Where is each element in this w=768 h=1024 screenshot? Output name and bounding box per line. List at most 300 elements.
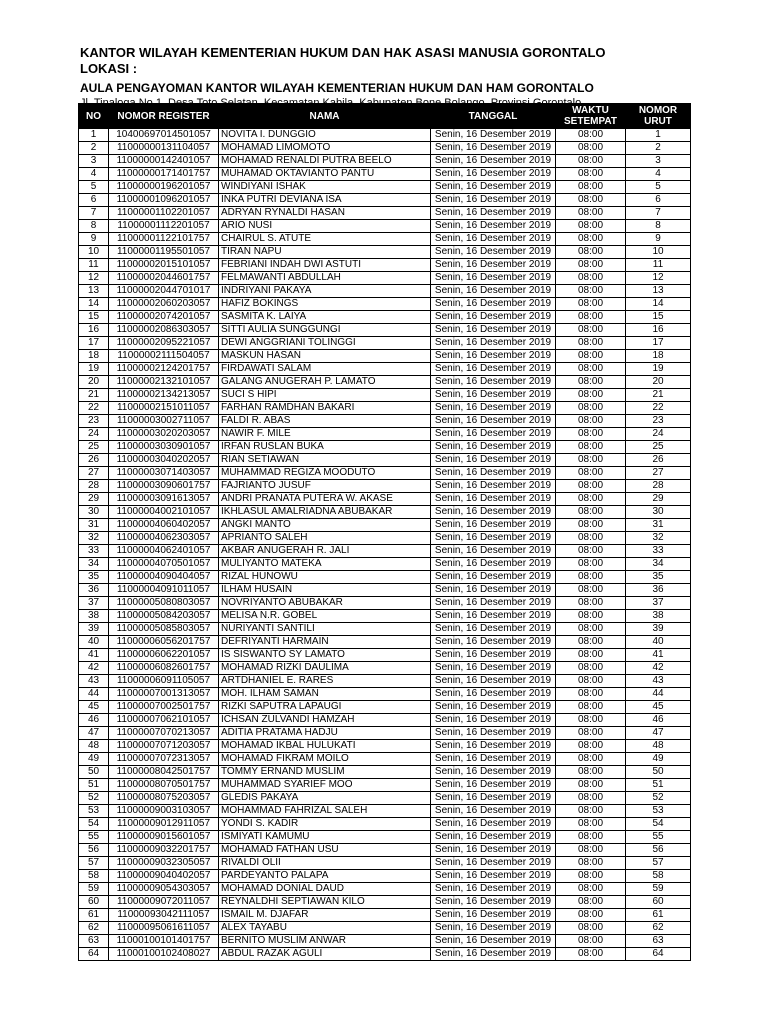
cell-register: 11000002111504057 [109, 350, 219, 363]
table-row [79, 285, 691, 298]
cell-register: 11000008042501757 [109, 766, 219, 779]
cell-tanggal: Senin, 16 Desember 2019 [431, 532, 556, 545]
document-header [80, 45, 690, 110]
cell-tanggal: Senin, 16 Desember 2019 [431, 701, 556, 714]
cell-urut: 64 [626, 948, 691, 961]
cell-nama: REYNALDHI SEPTIAWAN KILO [219, 896, 431, 909]
cell-nama: IKHLASUL AMALRIADNA ABUBAKAR [219, 506, 431, 519]
cell-nama: ANDRI PRANATA PUTERA W. AKASE [219, 493, 431, 506]
cell-tanggal: Senin, 16 Desember 2019 [431, 220, 556, 233]
cell-waktu: 08:00 [556, 805, 626, 818]
cell-tanggal: Senin, 16 Desember 2019 [431, 337, 556, 350]
cell-no: 7 [79, 207, 109, 220]
cell-register: 11000003030901057 [109, 441, 219, 454]
cell-waktu: 08:00 [556, 779, 626, 792]
cell-register: 11000003091613057 [109, 493, 219, 506]
cell-register: 11000005084203057 [109, 610, 219, 623]
cell-register: 11000002044601757 [109, 272, 219, 285]
cell-no: 5 [79, 181, 109, 194]
cell-waktu: 08:00 [556, 740, 626, 753]
cell-register: 11000004062401057 [109, 545, 219, 558]
cell-nama: FELMAWANTI ABDULLAH [219, 272, 431, 285]
cell-tanggal: Senin, 16 Desember 2019 [431, 181, 556, 194]
table-row [79, 818, 691, 831]
cell-tanggal: Senin, 16 Desember 2019 [431, 402, 556, 415]
cell-urut: 39 [626, 623, 691, 636]
cell-register: 11000005085803057 [109, 623, 219, 636]
cell-tanggal: Senin, 16 Desember 2019 [431, 922, 556, 935]
cell-nama: RIAN SETIAWAN [219, 454, 431, 467]
venue-title: AULA PENGAYOMAN KANTOR WILAYAH KEMENTERIAN HUKUM DAN HAM GORONTALO [80, 81, 594, 95]
cell-nama: ISMIYATI KAMUMU [219, 831, 431, 844]
cell-waktu: 08:00 [556, 519, 626, 532]
cell-urut: 42 [626, 662, 691, 675]
cell-tanggal: Senin, 16 Desember 2019 [431, 168, 556, 181]
table-row [79, 363, 691, 376]
cell-register: 11000009032305057 [109, 857, 219, 870]
cell-waktu: 08:00 [556, 857, 626, 870]
cell-waktu: 08:00 [556, 896, 626, 909]
table-row [79, 454, 691, 467]
cell-urut: 7 [626, 207, 691, 220]
cell-register: 11000100102408027 [109, 948, 219, 961]
cell-waktu: 08:00 [556, 584, 626, 597]
cell-urut: 14 [626, 298, 691, 311]
cell-tanggal: Senin, 16 Desember 2019 [431, 714, 556, 727]
table-row [79, 779, 691, 792]
cell-no: 63 [79, 935, 109, 948]
table-row [79, 753, 691, 766]
cell-no: 19 [79, 363, 109, 376]
cell-tanggal: Senin, 16 Desember 2019 [431, 727, 556, 740]
table-row [79, 545, 691, 558]
cell-urut: 19 [626, 363, 691, 376]
table-row [79, 675, 691, 688]
cell-register: 10400697014501057 [109, 129, 219, 142]
cell-nama: DEWI ANGGRIANI TOLINGGI [219, 337, 431, 350]
cell-no: 34 [79, 558, 109, 571]
table-body [79, 129, 691, 961]
cell-no: 36 [79, 584, 109, 597]
cell-urut: 11 [626, 259, 691, 272]
cell-register: 11000001112201057 [109, 220, 219, 233]
cell-nama: INKA PUTRI DEVIANA ISA [219, 194, 431, 207]
table-row [79, 428, 691, 441]
table-row [79, 922, 691, 935]
cell-nama: MASKUN HASAN [219, 350, 431, 363]
cell-no: 37 [79, 597, 109, 610]
table-row [79, 610, 691, 623]
cell-no: 54 [79, 818, 109, 831]
table-row [79, 558, 691, 571]
cell-urut: 10 [626, 246, 691, 259]
office-title: KANTOR WILAYAH KEMENTERIAN HUKUM DAN HAK ASASI MANUSIA GORONTALO [80, 45, 606, 60]
cell-waktu: 08:00 [556, 701, 626, 714]
cell-register: 11000002124201757 [109, 363, 219, 376]
cell-urut: 17 [626, 337, 691, 350]
table-row [79, 623, 691, 636]
cell-nama: SITTI AULIA SUNGGUNGI [219, 324, 431, 337]
cell-tanggal: Senin, 16 Desember 2019 [431, 948, 556, 961]
cell-register: 11000004002101057 [109, 506, 219, 519]
cell-waktu: 08:00 [556, 727, 626, 740]
cell-urut: 9 [626, 233, 691, 246]
cell-register: 11000000131104057 [109, 142, 219, 155]
cell-waktu: 08:00 [556, 272, 626, 285]
cell-urut: 50 [626, 766, 691, 779]
cell-waktu: 08:00 [556, 883, 626, 896]
table-row [79, 792, 691, 805]
cell-tanggal: Senin, 16 Desember 2019 [431, 311, 556, 324]
cell-no: 51 [79, 779, 109, 792]
cell-no: 60 [79, 896, 109, 909]
cell-no: 29 [79, 493, 109, 506]
cell-urut: 12 [626, 272, 691, 285]
table-row [79, 272, 691, 285]
cell-no: 56 [79, 844, 109, 857]
table-row [79, 246, 691, 259]
cell-urut: 53 [626, 805, 691, 818]
cell-register: 11000002095221057 [109, 337, 219, 350]
cell-no: 59 [79, 883, 109, 896]
cell-register: 11000100101401757 [109, 935, 219, 948]
table-row [79, 883, 691, 896]
cell-register: 11000002015101057 [109, 259, 219, 272]
cell-waktu: 08:00 [556, 259, 626, 272]
cell-tanggal: Senin, 16 Desember 2019 [431, 831, 556, 844]
table-row [79, 155, 691, 168]
table-row [79, 870, 691, 883]
table-row [79, 129, 691, 142]
cell-waktu: 08:00 [556, 532, 626, 545]
cell-waktu: 08:00 [556, 454, 626, 467]
cell-register: 11000001096201057 [109, 194, 219, 207]
cell-tanggal: Senin, 16 Desember 2019 [431, 779, 556, 792]
cell-tanggal: Senin, 16 Desember 2019 [431, 493, 556, 506]
cell-tanggal: Senin, 16 Desember 2019 [431, 584, 556, 597]
column-header-nama: NAMA [219, 104, 431, 129]
column-header-urut: NOMOR URUT [626, 104, 691, 129]
cell-no: 52 [79, 792, 109, 805]
cell-no: 45 [79, 701, 109, 714]
cell-no: 35 [79, 571, 109, 584]
cell-waktu: 08:00 [556, 753, 626, 766]
cell-register: 11000000171401757 [109, 168, 219, 181]
table-row [79, 181, 691, 194]
cell-register: 11000007001313057 [109, 688, 219, 701]
cell-no: 44 [79, 688, 109, 701]
cell-nama: MOHAMAD FIKRAM MOILO [219, 753, 431, 766]
cell-tanggal: Senin, 16 Desember 2019 [431, 129, 556, 142]
cell-tanggal: Senin, 16 Desember 2019 [431, 324, 556, 337]
cell-no: 2 [79, 142, 109, 155]
cell-urut: 56 [626, 844, 691, 857]
cell-urut: 37 [626, 597, 691, 610]
cell-no: 18 [79, 350, 109, 363]
cell-waktu: 08:00 [556, 922, 626, 935]
cell-register: 11000009012911057 [109, 818, 219, 831]
cell-no: 6 [79, 194, 109, 207]
cell-tanggal: Senin, 16 Desember 2019 [431, 207, 556, 220]
cell-no: 9 [79, 233, 109, 246]
cell-tanggal: Senin, 16 Desember 2019 [431, 142, 556, 155]
table-row [79, 480, 691, 493]
cell-urut: 2 [626, 142, 691, 155]
cell-register: 11000009054303057 [109, 883, 219, 896]
cell-tanggal: Senin, 16 Desember 2019 [431, 649, 556, 662]
cell-register: 11000003040202057 [109, 454, 219, 467]
table-row [79, 805, 691, 818]
cell-waktu: 08:00 [556, 415, 626, 428]
table-row [79, 324, 691, 337]
cell-no: 30 [79, 506, 109, 519]
cell-waktu: 08:00 [556, 597, 626, 610]
table-row [79, 519, 691, 532]
cell-waktu: 08:00 [556, 467, 626, 480]
cell-urut: 15 [626, 311, 691, 324]
cell-tanggal: Senin, 16 Desember 2019 [431, 415, 556, 428]
cell-urut: 5 [626, 181, 691, 194]
cell-nama: MUHAMMAD SYARIEF MOO [219, 779, 431, 792]
cell-no: 64 [79, 948, 109, 961]
cell-tanggal: Senin, 16 Desember 2019 [431, 467, 556, 480]
cell-tanggal: Senin, 16 Desember 2019 [431, 909, 556, 922]
cell-no: 58 [79, 870, 109, 883]
cell-tanggal: Senin, 16 Desember 2019 [431, 506, 556, 519]
cell-urut: 43 [626, 675, 691, 688]
table-row [79, 298, 691, 311]
cell-waktu: 08:00 [556, 350, 626, 363]
cell-urut: 32 [626, 532, 691, 545]
cell-nama: MOHAMAD RIZKI DAULIMA [219, 662, 431, 675]
cell-nama: DEFRIYANTI HARMAIN [219, 636, 431, 649]
cell-nama: PARDEYANTO PALAPA [219, 870, 431, 883]
cell-tanggal: Senin, 16 Desember 2019 [431, 480, 556, 493]
cell-waktu: 08:00 [556, 480, 626, 493]
cell-no: 8 [79, 220, 109, 233]
cell-register: 11000009032201757 [109, 844, 219, 857]
cell-register: 11000002151011057 [109, 402, 219, 415]
cell-register: 11000008075203057 [109, 792, 219, 805]
cell-register: 11000002060203057 [109, 298, 219, 311]
cell-urut: 46 [626, 714, 691, 727]
cell-waktu: 08:00 [556, 870, 626, 883]
table-row [79, 688, 691, 701]
cell-tanggal: Senin, 16 Desember 2019 [431, 233, 556, 246]
column-header-waktu: WAKTU SETEMPAT [556, 104, 626, 129]
cell-urut: 61 [626, 909, 691, 922]
cell-register: 11000006056201757 [109, 636, 219, 649]
cell-tanggal: Senin, 16 Desember 2019 [431, 766, 556, 779]
table-row [79, 194, 691, 207]
cell-no: 53 [79, 805, 109, 818]
cell-no: 4 [79, 168, 109, 181]
cell-tanggal: Senin, 16 Desember 2019 [431, 155, 556, 168]
cell-nama: MOHAMMAD FAHRIZAL SALEH [219, 805, 431, 818]
table-row [79, 467, 691, 480]
cell-urut: 35 [626, 571, 691, 584]
cell-nama: MULIYANTO MATEKA [219, 558, 431, 571]
cell-waktu: 08:00 [556, 220, 626, 233]
cell-waktu: 08:00 [556, 441, 626, 454]
cell-urut: 44 [626, 688, 691, 701]
cell-nama: RIZKI SAPUTRA LAPAUGI [219, 701, 431, 714]
cell-waktu: 08:00 [556, 948, 626, 961]
cell-urut: 48 [626, 740, 691, 753]
cell-urut: 54 [626, 818, 691, 831]
cell-nama: MOHAMAD FATHAN USU [219, 844, 431, 857]
cell-waktu: 08:00 [556, 207, 626, 220]
cell-register: 11000093042111057 [109, 909, 219, 922]
cell-no: 41 [79, 649, 109, 662]
cell-nama: FEBRIANI INDAH DWI ASTUTI [219, 259, 431, 272]
cell-waktu: 08:00 [556, 675, 626, 688]
cell-nama: FALDI R. ABAS [219, 415, 431, 428]
cell-register: 11000004070501057 [109, 558, 219, 571]
cell-urut: 26 [626, 454, 691, 467]
table-row [79, 909, 691, 922]
cell-tanggal: Senin, 16 Desember 2019 [431, 818, 556, 831]
cell-register: 11000003090601757 [109, 480, 219, 493]
cell-register: 11000004090404057 [109, 571, 219, 584]
cell-urut: 20 [626, 376, 691, 389]
cell-waktu: 08:00 [556, 376, 626, 389]
participant-table [78, 103, 691, 961]
cell-no: 13 [79, 285, 109, 298]
cell-waktu: 08:00 [556, 142, 626, 155]
table-row [79, 948, 691, 961]
cell-no: 1 [79, 129, 109, 142]
table-row [79, 714, 691, 727]
cell-register: 11000001102201057 [109, 207, 219, 220]
cell-nama: RIVALDI OLII [219, 857, 431, 870]
cell-no: 55 [79, 831, 109, 844]
table-row [79, 389, 691, 402]
cell-nama: MUHAMMAD REGIZA MOODUTO [219, 467, 431, 480]
cell-no: 61 [79, 909, 109, 922]
column-header-no: NO [79, 104, 109, 129]
cell-urut: 16 [626, 324, 691, 337]
cell-waktu: 08:00 [556, 324, 626, 337]
cell-urut: 51 [626, 779, 691, 792]
cell-tanggal: Senin, 16 Desember 2019 [431, 298, 556, 311]
cell-waktu: 08:00 [556, 558, 626, 571]
cell-urut: 36 [626, 584, 691, 597]
cell-tanggal: Senin, 16 Desember 2019 [431, 376, 556, 389]
cell-waktu: 08:00 [556, 155, 626, 168]
cell-register: 11000002044701017 [109, 285, 219, 298]
cell-register: 11000006082601757 [109, 662, 219, 675]
cell-waktu: 08:00 [556, 233, 626, 246]
table-row [79, 740, 691, 753]
cell-no: 49 [79, 753, 109, 766]
table-row [79, 701, 691, 714]
table-row [79, 766, 691, 779]
cell-urut: 28 [626, 480, 691, 493]
cell-nama: ICHSAN ZULVANDI HAMZAH [219, 714, 431, 727]
cell-no: 22 [79, 402, 109, 415]
cell-tanggal: Senin, 16 Desember 2019 [431, 285, 556, 298]
cell-urut: 49 [626, 753, 691, 766]
cell-urut: 33 [626, 545, 691, 558]
cell-waktu: 08:00 [556, 363, 626, 376]
cell-urut: 58 [626, 870, 691, 883]
table-row [79, 935, 691, 948]
cell-no: 10 [79, 246, 109, 259]
cell-urut: 3 [626, 155, 691, 168]
cell-urut: 34 [626, 558, 691, 571]
cell-no: 26 [79, 454, 109, 467]
cell-waktu: 08:00 [556, 714, 626, 727]
cell-tanggal: Senin, 16 Desember 2019 [431, 259, 556, 272]
cell-waktu: 08:00 [556, 831, 626, 844]
table-row [79, 506, 691, 519]
cell-nama: MUHAMAD OKTAVIANTO PANTU [219, 168, 431, 181]
cell-nama: GALANG ANUGERAH P. LAMATO [219, 376, 431, 389]
cell-urut: 29 [626, 493, 691, 506]
cell-nama: IRFAN RUSLAN BUKA [219, 441, 431, 454]
cell-waktu: 08:00 [556, 181, 626, 194]
cell-register: 11000002134213057 [109, 389, 219, 402]
cell-urut: 62 [626, 922, 691, 935]
table-row [79, 584, 691, 597]
cell-no: 50 [79, 766, 109, 779]
cell-urut: 45 [626, 701, 691, 714]
cell-waktu: 08:00 [556, 818, 626, 831]
cell-nama: AKBAR ANUGERAH R. JALI [219, 545, 431, 558]
table-row [79, 636, 691, 649]
cell-register: 11000004091011057 [109, 584, 219, 597]
table-row [79, 857, 691, 870]
cell-no: 62 [79, 922, 109, 935]
table-row [79, 337, 691, 350]
cell-tanggal: Senin, 16 Desember 2019 [431, 610, 556, 623]
cell-urut: 47 [626, 727, 691, 740]
cell-register: 11000005080803057 [109, 597, 219, 610]
cell-no: 3 [79, 155, 109, 168]
cell-register: 11000009040402057 [109, 870, 219, 883]
table-row [79, 727, 691, 740]
cell-register: 11000008070501757 [109, 779, 219, 792]
cell-waktu: 08:00 [556, 311, 626, 324]
cell-waktu: 08:00 [556, 402, 626, 415]
cell-tanggal: Senin, 16 Desember 2019 [431, 662, 556, 675]
table-row [79, 207, 691, 220]
table-row [79, 259, 691, 272]
cell-no: 16 [79, 324, 109, 337]
cell-waktu: 08:00 [556, 649, 626, 662]
cell-nama: MOHAMAD LIMOMOTO [219, 142, 431, 155]
cell-register: 11000001195501057 [109, 246, 219, 259]
cell-nama: ABDUL RAZAK AGULI [219, 948, 431, 961]
cell-nama: CHAIRUL S. ATUTE [219, 233, 431, 246]
cell-nama: INDRIYANI PAKAYA [219, 285, 431, 298]
cell-tanggal: Senin, 16 Desember 2019 [431, 753, 556, 766]
cell-waktu: 08:00 [556, 545, 626, 558]
cell-tanggal: Senin, 16 Desember 2019 [431, 246, 556, 259]
table-row [79, 142, 691, 155]
cell-register: 11000002074201057 [109, 311, 219, 324]
cell-tanggal: Senin, 16 Desember 2019 [431, 675, 556, 688]
cell-register: 11000007002501757 [109, 701, 219, 714]
cell-urut: 23 [626, 415, 691, 428]
cell-waktu: 08:00 [556, 623, 626, 636]
cell-nama: MOHAMAD IKBAL HULUKATI [219, 740, 431, 753]
cell-nama: NOVITA I. DUNGGIO [219, 129, 431, 142]
cell-no: 38 [79, 610, 109, 623]
cell-tanggal: Senin, 16 Desember 2019 [431, 896, 556, 909]
table-row [79, 441, 691, 454]
